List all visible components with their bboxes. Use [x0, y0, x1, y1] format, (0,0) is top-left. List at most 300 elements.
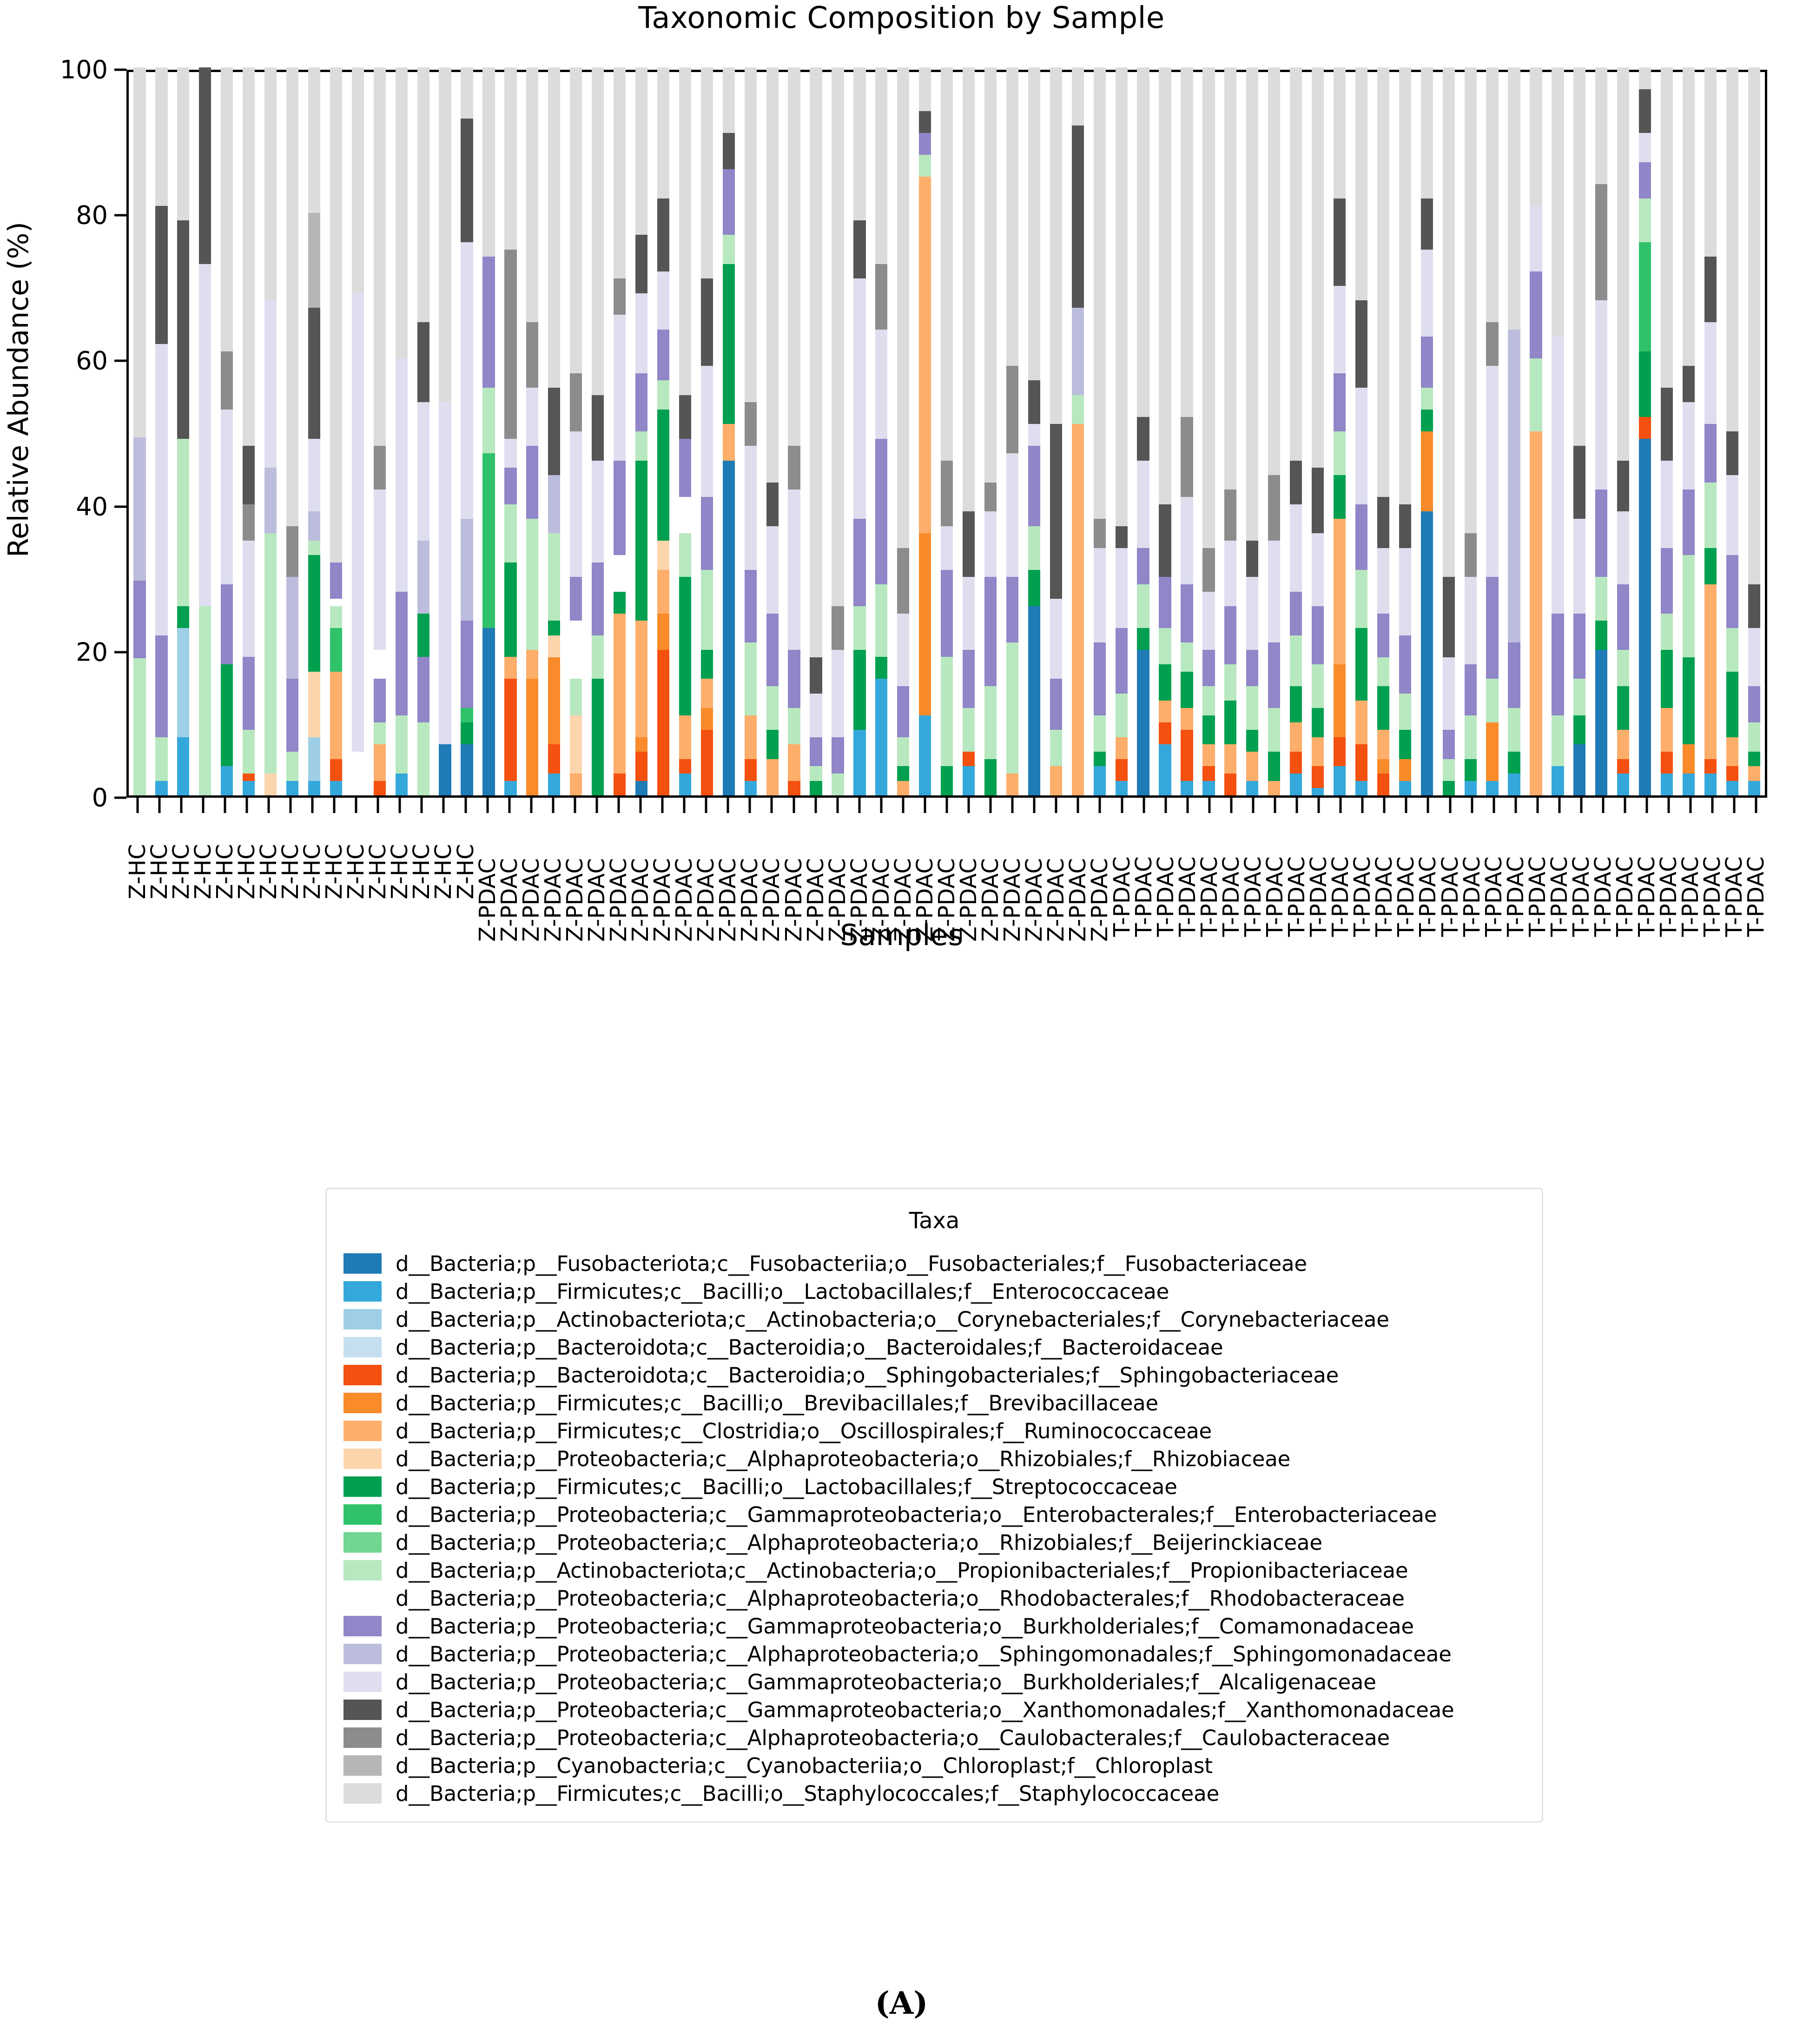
bar-segment[interactable] [1268, 642, 1280, 708]
bar-segment[interactable] [1028, 526, 1040, 570]
legend-entry[interactable] [327, 1528, 1542, 1556]
bar-segment[interactable] [1683, 67, 1695, 366]
bar-segment[interactable] [374, 67, 386, 446]
bar-segment[interactable] [1006, 642, 1018, 774]
bar-segment[interactable] [766, 483, 779, 526]
stacked-bar[interactable] [548, 67, 560, 795]
bar-segment[interactable] [1334, 67, 1346, 198]
bar-segment[interactable] [417, 541, 429, 614]
bar-segment[interactable] [374, 744, 386, 781]
bar-segment[interactable] [177, 737, 189, 795]
bar-segment[interactable] [199, 606, 211, 795]
bar-segment[interactable] [1377, 614, 1389, 657]
bar-segment[interactable] [1726, 672, 1738, 737]
bar-segment[interactable] [679, 497, 691, 533]
legend-entry[interactable] [327, 1473, 1542, 1501]
legend-entry[interactable] [327, 1724, 1542, 1752]
stacked-bar[interactable] [396, 67, 408, 795]
bar-segment[interactable] [1443, 67, 1455, 577]
bar-segment[interactable] [1508, 642, 1520, 708]
bar-segment[interactable] [1552, 614, 1564, 715]
bar-segment[interactable] [1028, 606, 1040, 795]
bar-segment[interactable] [374, 446, 386, 490]
bar-segment[interactable] [679, 395, 691, 439]
bar-segment[interactable] [941, 526, 953, 570]
bar-segment[interactable] [417, 657, 429, 722]
bar-segment[interactable] [155, 737, 167, 781]
bar-segment[interactable] [1726, 431, 1738, 475]
bar-slot[interactable] [1132, 72, 1154, 795]
bar-segment[interactable] [679, 67, 691, 395]
bar-segment[interactable] [155, 67, 167, 206]
bar-slot[interactable] [1721, 72, 1743, 795]
bar-segment[interactable] [1573, 519, 1585, 614]
bar-segment[interactable] [504, 679, 516, 781]
bar-segment[interactable] [504, 468, 516, 504]
bar-slot[interactable] [1329, 72, 1351, 795]
bar-slot[interactable] [1460, 72, 1481, 795]
bar-segment[interactable] [1704, 67, 1717, 257]
bar-segment[interactable] [1595, 577, 1607, 621]
bar-segment[interactable] [1443, 657, 1455, 730]
bar-segment[interactable] [766, 730, 779, 759]
bar-slot[interactable] [958, 72, 980, 795]
bar-segment[interactable] [1290, 504, 1302, 592]
bar-segment[interactable] [1595, 621, 1607, 650]
stacked-bar[interactable] [570, 67, 582, 795]
bar-segment[interactable] [1181, 642, 1193, 672]
bar-segment[interactable] [745, 570, 757, 643]
bar-segment[interactable] [1094, 67, 1106, 519]
stacked-bar[interactable] [635, 67, 647, 795]
bar-segment[interactable] [133, 581, 145, 658]
bar-segment[interactable] [1639, 439, 1651, 795]
bar-segment[interactable] [853, 519, 865, 606]
bar-segment[interactable] [853, 606, 865, 650]
legend-entry[interactable] [327, 1640, 1542, 1668]
bar-segment[interactable] [221, 67, 233, 351]
bar-segment[interactable] [330, 628, 342, 672]
stacked-bar[interactable] [875, 67, 887, 795]
bar-segment[interactable] [548, 388, 560, 475]
legend-entry[interactable] [327, 1250, 1542, 1277]
stacked-bar[interactable] [853, 67, 865, 795]
bar-segment[interactable] [1290, 592, 1302, 635]
bar-segment[interactable] [1355, 504, 1367, 570]
bar-segment[interactable] [243, 730, 255, 774]
bar-segment[interactable] [1334, 431, 1346, 475]
bar-segment[interactable] [1726, 737, 1738, 767]
bar-segment[interactable] [1028, 67, 1040, 380]
bar-segment[interactable] [330, 672, 342, 759]
bar-segment[interactable] [308, 672, 320, 737]
legend-entry[interactable] [327, 1752, 1542, 1779]
bar-segment[interactable] [526, 446, 538, 519]
stacked-bar[interactable] [1312, 67, 1324, 795]
bar-segment[interactable] [788, 650, 800, 708]
bar-segment[interactable] [701, 570, 713, 650]
bar-segment[interactable] [461, 67, 473, 119]
stacked-bar[interactable] [1530, 67, 1542, 795]
bar-segment[interactable] [635, 373, 647, 431]
bar-slot[interactable] [1285, 72, 1307, 795]
bar-segment[interactable] [1704, 548, 1717, 584]
stacked-bar[interactable] [592, 67, 604, 795]
bar-segment[interactable] [1639, 133, 1651, 162]
bar-segment[interactable] [1181, 417, 1193, 497]
bar-slot[interactable] [1634, 72, 1656, 795]
bar-segment[interactable] [1246, 730, 1258, 752]
bar-segment[interactable] [614, 315, 626, 460]
bar-segment[interactable] [308, 555, 320, 672]
bar-segment[interactable] [810, 657, 822, 694]
bar-segment[interactable] [1159, 504, 1171, 577]
bar-segment[interactable] [1246, 577, 1258, 650]
bar-segment[interactable] [504, 439, 516, 468]
bar-segment[interactable] [570, 577, 582, 621]
bar-segment[interactable] [1050, 424, 1062, 599]
bar-segment[interactable] [701, 679, 713, 708]
bar-segment[interactable] [635, 293, 647, 373]
bar-slot[interactable] [1525, 72, 1547, 795]
stacked-bar[interactable] [155, 67, 167, 795]
bar-segment[interactable] [1595, 490, 1607, 577]
bar-segment[interactable] [1355, 388, 1367, 504]
stacked-bar[interactable] [1421, 67, 1433, 795]
bar-segment[interactable] [1595, 650, 1607, 795]
bar-segment[interactable] [1072, 395, 1084, 424]
legend-entry[interactable] [327, 1612, 1542, 1640]
bar-segment[interactable] [614, 67, 626, 278]
bar-segment[interactable] [592, 395, 604, 461]
bar-slot[interactable] [1198, 72, 1220, 795]
bar-segment[interactable] [897, 614, 909, 687]
bar-segment[interactable] [614, 461, 626, 556]
bar-segment[interactable] [1704, 584, 1717, 759]
bar-slot[interactable] [674, 72, 696, 795]
bar-segment[interactable] [1465, 67, 1477, 533]
bar-segment[interactable] [570, 373, 582, 431]
bar-segment[interactable] [548, 621, 560, 635]
bar-segment[interactable] [1290, 686, 1302, 722]
bar-segment[interactable] [1552, 715, 1564, 767]
bar-slot[interactable] [282, 72, 304, 795]
bar-segment[interactable] [570, 679, 582, 715]
bar-segment[interactable] [1377, 686, 1389, 730]
bar-segment[interactable] [133, 437, 145, 581]
bar-segment[interactable] [679, 759, 691, 774]
bar-segment[interactable] [243, 446, 255, 504]
bar-segment[interactable] [461, 744, 473, 795]
bar-slot[interactable] [1503, 72, 1525, 795]
bar-segment[interactable] [1508, 708, 1520, 752]
bar-segment[interactable] [1202, 650, 1215, 686]
bar-segment[interactable] [1334, 519, 1346, 664]
bar-segment[interactable] [723, 235, 735, 264]
bar-segment[interactable] [264, 300, 277, 468]
stacked-bar[interactable] [199, 67, 211, 795]
bar-slot[interactable] [151, 72, 172, 795]
bar-segment[interactable] [199, 67, 211, 264]
bar-segment[interactable] [1617, 686, 1629, 730]
bar-segment[interactable] [919, 533, 931, 715]
bar-segment[interactable] [1028, 424, 1040, 446]
bar-segment[interactable] [1116, 737, 1128, 759]
bar-segment[interactable] [1094, 752, 1106, 766]
bar-segment[interactable] [155, 344, 167, 635]
bar-segment[interactable] [745, 715, 757, 759]
bar-slot[interactable] [1612, 72, 1634, 795]
bar-segment[interactable] [679, 533, 691, 577]
bar-segment[interactable] [1072, 308, 1084, 395]
stacked-bar[interactable] [1377, 67, 1389, 795]
bar-slot[interactable] [1154, 72, 1176, 795]
stacked-bar[interactable] [1181, 67, 1193, 795]
bar-segment[interactable] [679, 577, 691, 715]
bar-segment[interactable] [264, 468, 277, 533]
bar-segment[interactable] [308, 67, 320, 213]
bar-segment[interactable] [526, 322, 538, 388]
bar-segment[interactable] [1726, 67, 1738, 431]
bar-segment[interactable] [1573, 446, 1585, 519]
stacked-bar[interactable] [1465, 67, 1477, 795]
bar-slot[interactable] [347, 72, 369, 795]
bar-segment[interactable] [461, 621, 473, 708]
bar-segment[interactable] [396, 67, 408, 358]
bar-segment[interactable] [1399, 504, 1411, 548]
bar-segment[interactable] [1202, 548, 1215, 592]
stacked-bar[interactable] [461, 67, 473, 795]
bar-segment[interactable] [1377, 657, 1389, 687]
bar-slot[interactable] [456, 72, 478, 795]
bar-segment[interactable] [788, 446, 800, 490]
bar-segment[interactable] [657, 67, 669, 198]
bar-segment[interactable] [745, 402, 757, 446]
bar-segment[interactable] [1726, 555, 1738, 628]
bar-segment[interactable] [526, 519, 538, 650]
bar-segment[interactable] [1661, 388, 1673, 461]
bar-segment[interactable] [330, 606, 342, 628]
bar-segment[interactable] [1399, 67, 1411, 504]
bar-segment[interactable] [1137, 628, 1149, 650]
bar-segment[interactable] [745, 446, 757, 569]
bar-segment[interactable] [482, 67, 495, 257]
bar-segment[interactable] [417, 722, 429, 795]
bar-segment[interactable] [1202, 715, 1215, 745]
bar-segment[interactable] [984, 577, 997, 686]
bar-segment[interactable] [1006, 577, 1018, 642]
bar-segment[interactable] [548, 657, 560, 745]
stacked-bar[interactable] [417, 67, 429, 795]
bar-segment[interactable] [875, 264, 887, 330]
bar-segment[interactable] [1072, 67, 1084, 126]
bar-segment[interactable] [1181, 584, 1193, 642]
stacked-bar[interactable] [1508, 67, 1520, 795]
stacked-bar[interactable] [1224, 67, 1236, 795]
bar-segment[interactable] [1530, 67, 1542, 206]
bar-segment[interactable] [1050, 730, 1062, 766]
legend-entry[interactable] [327, 1277, 1542, 1305]
bar-segment[interactable] [243, 504, 255, 541]
bar-segment[interactable] [286, 752, 298, 781]
bar-segment[interactable] [1399, 694, 1411, 730]
stacked-bar[interactable] [308, 67, 320, 795]
bar-segment[interactable] [919, 133, 931, 155]
bar-segment[interactable] [1334, 198, 1346, 286]
bar-segment[interactable] [1748, 628, 1760, 686]
bar-segment[interactable] [1530, 431, 1542, 795]
bar-segment[interactable] [1661, 708, 1673, 752]
bar-segment[interactable] [941, 461, 953, 526]
bar-segment[interactable] [548, 533, 560, 621]
bar-segment[interactable] [701, 366, 713, 497]
bar-segment[interactable] [1202, 67, 1215, 548]
bar-segment[interactable] [1443, 730, 1455, 759]
bar-segment[interactable] [526, 67, 538, 322]
bar-segment[interactable] [221, 664, 233, 766]
bar-segment[interactable] [548, 475, 560, 533]
bar-segment[interactable] [177, 439, 189, 606]
bar-segment[interactable] [1094, 548, 1106, 643]
bar-segment[interactable] [1465, 715, 1477, 759]
bar-segment[interactable] [1224, 744, 1236, 774]
bar-segment[interactable] [1290, 722, 1302, 752]
bar-segment[interactable] [853, 220, 865, 278]
bar-segment[interactable] [1094, 715, 1106, 752]
bar-slot[interactable] [1023, 72, 1045, 795]
bar-slot[interactable] [1547, 72, 1569, 795]
bar-slot[interactable] [914, 72, 936, 795]
bar-segment[interactable] [1552, 337, 1564, 613]
bar-slot[interactable] [390, 72, 412, 795]
stacked-bar[interactable] [984, 67, 997, 795]
bar-segment[interactable] [570, 715, 582, 774]
stacked-bar[interactable] [286, 67, 298, 795]
bar-segment[interactable] [526, 650, 538, 679]
stacked-bar[interactable] [1202, 67, 1215, 795]
bar-segment[interactable] [1355, 744, 1367, 781]
bar-segment[interactable] [548, 744, 560, 774]
bar-segment[interactable] [1312, 606, 1324, 664]
bar-segment[interactable] [133, 67, 145, 437]
bar-segment[interactable] [1661, 614, 1673, 650]
bar-segment[interactable] [941, 657, 953, 766]
bar-segment[interactable] [592, 461, 604, 562]
stacked-bar[interactable] [723, 67, 735, 795]
stacked-bar[interactable] [243, 67, 255, 795]
stacked-bar[interactable] [941, 67, 953, 795]
bar-slot[interactable] [696, 72, 718, 795]
bar-segment[interactable] [396, 358, 408, 591]
bar-segment[interactable] [1094, 642, 1106, 715]
bar-slot[interactable] [1089, 72, 1110, 795]
bar-segment[interactable] [396, 592, 408, 715]
bar-segment[interactable] [352, 67, 364, 293]
bar-segment[interactable] [1661, 461, 1673, 548]
bar-segment[interactable] [1137, 67, 1149, 417]
bar-segment[interactable] [657, 271, 669, 330]
bar-segment[interactable] [1028, 570, 1040, 606]
bar-segment[interactable] [1334, 373, 1346, 431]
bar-segment[interactable] [177, 220, 189, 439]
legend-entry[interactable] [327, 1668, 1542, 1696]
bar-slot[interactable] [718, 72, 740, 795]
bar-segment[interactable] [243, 541, 255, 657]
bar-slot[interactable] [543, 72, 565, 795]
bar-segment[interactable] [1355, 628, 1367, 701]
bar-segment[interactable] [1312, 664, 1324, 708]
bar-slot[interactable] [1678, 72, 1700, 795]
bar-segment[interactable] [788, 708, 800, 744]
bar-segment[interactable] [1683, 744, 1695, 774]
bar-segment[interactable] [1465, 664, 1477, 715]
bar-segment[interactable] [286, 67, 298, 526]
bar-segment[interactable] [1355, 570, 1367, 628]
bar-segment[interactable] [374, 490, 386, 650]
bar-segment[interactable] [570, 431, 582, 577]
bar-segment[interactable] [1530, 271, 1542, 359]
bar-segment[interactable] [723, 264, 735, 424]
bar-segment[interactable] [1661, 752, 1673, 774]
bar-segment[interactable] [243, 774, 255, 781]
bar-segment[interactable] [810, 694, 822, 737]
bar-segment[interactable] [1748, 584, 1760, 628]
stacked-bar[interactable] [919, 67, 931, 795]
stacked-bar[interactable] [1137, 67, 1149, 795]
bar-segment[interactable] [374, 679, 386, 722]
bar-segment[interactable] [1573, 715, 1585, 745]
bar-segment[interactable] [832, 650, 844, 737]
bar-segment[interactable] [330, 67, 342, 562]
bar-segment[interactable] [1224, 664, 1236, 701]
bar-segment[interactable] [243, 657, 255, 730]
bar-slot[interactable] [1110, 72, 1132, 795]
bar-segment[interactable] [177, 606, 189, 628]
bar-segment[interactable] [1137, 584, 1149, 628]
bar-segment[interactable] [1050, 67, 1062, 424]
bar-slot[interactable] [1438, 72, 1460, 795]
bar-slot[interactable] [478, 72, 500, 795]
bar-slot[interactable] [304, 72, 325, 795]
bar-segment[interactable] [1159, 664, 1171, 701]
bar-segment[interactable] [330, 599, 342, 606]
stacked-bar[interactable] [133, 67, 145, 795]
bar-segment[interactable] [1639, 242, 1651, 351]
bar-segment[interactable] [1028, 380, 1040, 424]
stacked-bar[interactable] [1290, 67, 1302, 795]
bar-segment[interactable] [396, 715, 408, 774]
bar-segment[interactable] [1726, 475, 1738, 555]
bar-segment[interactable] [875, 439, 887, 584]
stacked-bar[interactable] [264, 67, 277, 795]
bar-slot[interactable] [1394, 72, 1416, 795]
bar-segment[interactable] [853, 278, 865, 519]
bar-segment[interactable] [1617, 730, 1629, 759]
bar-segment[interactable] [417, 614, 429, 657]
bar-segment[interactable] [417, 402, 429, 541]
bar-segment[interactable] [482, 257, 495, 388]
bar-segment[interactable] [1224, 67, 1236, 490]
bar-segment[interactable] [133, 658, 145, 795]
bar-segment[interactable] [1377, 548, 1389, 614]
bar-segment[interactable] [1486, 366, 1498, 577]
bar-segment[interactable] [984, 67, 997, 483]
bar-segment[interactable] [657, 570, 669, 614]
bar-slot[interactable] [936, 72, 958, 795]
bar-segment[interactable] [1465, 577, 1477, 664]
bar-segment[interactable] [1116, 526, 1128, 548]
legend-entry[interactable] [327, 1333, 1542, 1361]
